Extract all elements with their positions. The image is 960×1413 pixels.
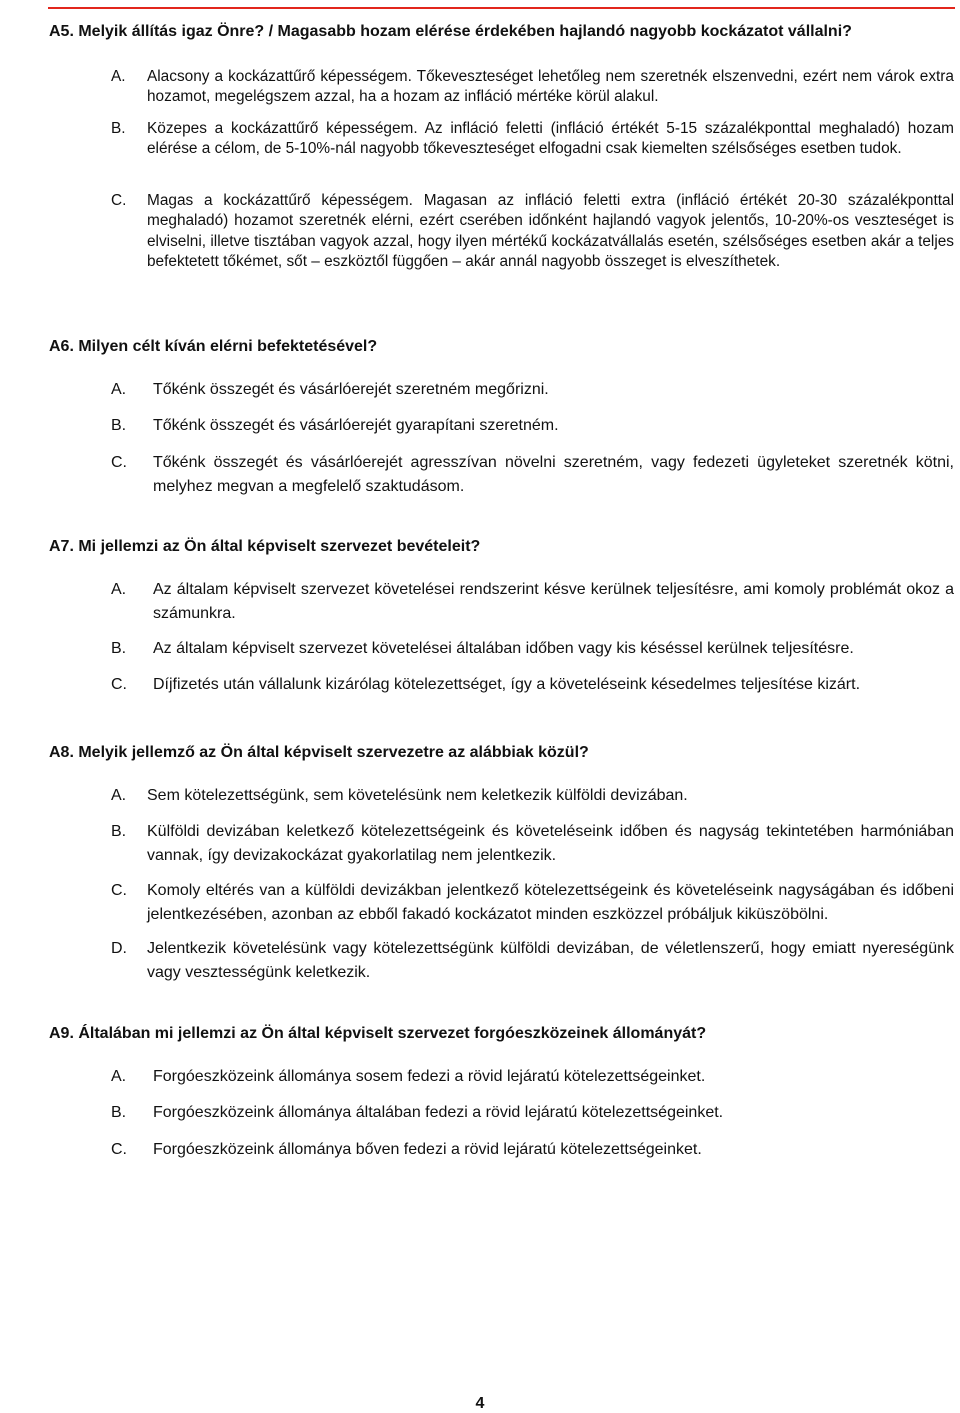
option-text: Jelentkezik követelésünk vagy kötelezettségünk külföldi devizában, de véletlenszerű, hogy emiatt nyereségünk vagy vesztességünk keletkezik. [147,940,954,981]
option-letter: D. [111,940,127,957]
option-text: Díjfizetés után vállalunk kizárólag kötelezettséget, így a követeléseink késedelmes teljesítése kizárt. [153,676,861,693]
option-rest: Az infláció feletti (infláció értékét 5-15 százalékponttal meghaladó) hozam elérése a célom, de 5-10%-nál nagyobb tőkeveszteséget elfogadni csak kiemelten szélsőséges esetben tudok. [147,120,954,158]
option-letter: C. [111,454,127,471]
question-a5-title: A5. Melyik állítás igaz Önre? / Magasabb hozam elérése érdekében hajlandó nagyobb kockázatot vállalni? [49,23,852,40]
option-letter: A. [111,581,127,598]
option-a9-c [111,1138,954,1162]
option-a7-c [111,673,954,697]
option-letter: B. [111,417,127,434]
option-text: Az általam képviselt szervezet követelései általában időben vagy kis késéssel kerülnek teljesítésre. [153,640,854,657]
option-text: Forgóeszközeink állománya sosem fedezi a rövid lejáratú kötelezettségeinket. [153,1068,706,1085]
question-a9-title: A9. Általában mi jellemzi az Ön által képviselt szervezet forgóeszközeinek állományát? [49,1025,707,1042]
option-text [147,191,954,272]
option-letter: B. [111,640,127,657]
option-text: Sem kötelezettségünk, sem követelésünk nem keletkezik külföldi devizában. [147,787,688,804]
option-letter: C. [111,1141,127,1158]
option-a9-b [111,1101,954,1125]
page-number: 4 [475,1395,485,1412]
option-a5-c [111,191,954,272]
option-text: Tőkénk összegét és vásárlóerejét gyarapítani szeretném. [153,417,559,434]
option-text [147,67,954,108]
option-letter: C. [111,192,127,209]
option-lead: Alacsony a kockázattűrő képességem. [147,68,412,85]
question-a7-title: A7. Mi jellemzi az Ön által képviselt szervezet bevételeit? [49,538,481,555]
option-letter: A. [111,1068,127,1085]
option-text: Az általam képviselt szervezet követelései rendszerint késve kerülnek teljesítésre, ami komoly problémát okoz a számunkra. [153,581,954,622]
option-text: Forgóeszközeink állománya bőven fedezi a rövid lejáratú kötelezettségeinket. [153,1141,702,1158]
option-a8-d [111,937,954,985]
question-a6-title: A6. Milyen célt kíván elérni befektetésével? [49,338,378,355]
option-letter: B. [111,1104,127,1121]
question-a8-title: A8. Melyik jellemző az Ön által képviselt szervezetre az alábbiak közül? [49,744,589,761]
option-a7-a [111,578,954,626]
option-rest: Tőkeveszteséget lehetőleg nem szeretnék elszenvedni, ezért nem várok extra hozamot, megelégszem azzal, ha a hozam az infláció mértéke körül alakul. [147,68,954,106]
option-text: Komoly eltérés van a külföldi devizákban jelentkező kötelezettségeink és követeléseink nagyságában és időbeni jelentkezésében, azonban az ebből fakadó kockázatot minden eszközzel próbáljuk kiküszöbölni. [147,882,954,923]
option-a8-b [111,820,954,868]
option-text: Forgóeszközeink állománya általában fedezi a rövid lejáratú kötelezettségeinket. [153,1104,724,1121]
option-letter: C. [111,882,127,899]
option-letter: B. [111,120,126,137]
option-letter: A. [111,68,126,85]
option-a6-a [111,378,954,402]
option-rest: Magasan az infláció feletti extra (infláció értékét 20-30 százalékponttal meghaladó) hozamot szeretnék elérni, ezért cserében időnként hajlandó vagyok jelentős, 10-20%-os veszteséget is elviselni, illetve tisztában vagyok azzal, hogy ilyen mértékű kockázatvállalás esetén, szélsőséges esetben akár a teljes befektetett tőkémet, sőt – eszköztől függően – akár annál nagyobb összeget is elveszíthetek. [147,192,954,270]
option-a9-a [111,1065,954,1089]
option-a8-c [111,879,954,927]
option-a8-a [111,784,954,808]
header-rule [48,7,955,9]
option-letter: C. [111,676,127,693]
option-text: Külföldi devizában keletkező kötelezettségeink és követeléseink időben és nagyság tekintetében harmóniában vannak, így devizakockázat gyakorlatilag nem jelentkezik. [147,823,954,864]
option-letter: A. [111,381,127,398]
option-a5-a [111,67,954,108]
option-lead: Magas a kockázattűrő képességem. [147,192,413,209]
option-a6-c [111,451,954,499]
option-a6-b [111,414,954,438]
option-letter: B. [111,823,127,840]
option-a5-b [111,119,954,160]
option-text: Tőkénk összegét és vásárlóerejét agresszívan növelni szeretném, vagy fedezeti ügyleteket szeretnék kötni, melyhez megvan a megfelelő szaktudásom. [153,454,954,495]
option-lead: Közepes a kockázattűrő képességem. [147,120,418,137]
option-letter: A. [111,787,127,804]
option-text [147,119,954,160]
option-text: Tőkénk összegét és vásárlóerejét szeretném megőrizni. [153,381,549,398]
option-a7-b [111,637,954,661]
